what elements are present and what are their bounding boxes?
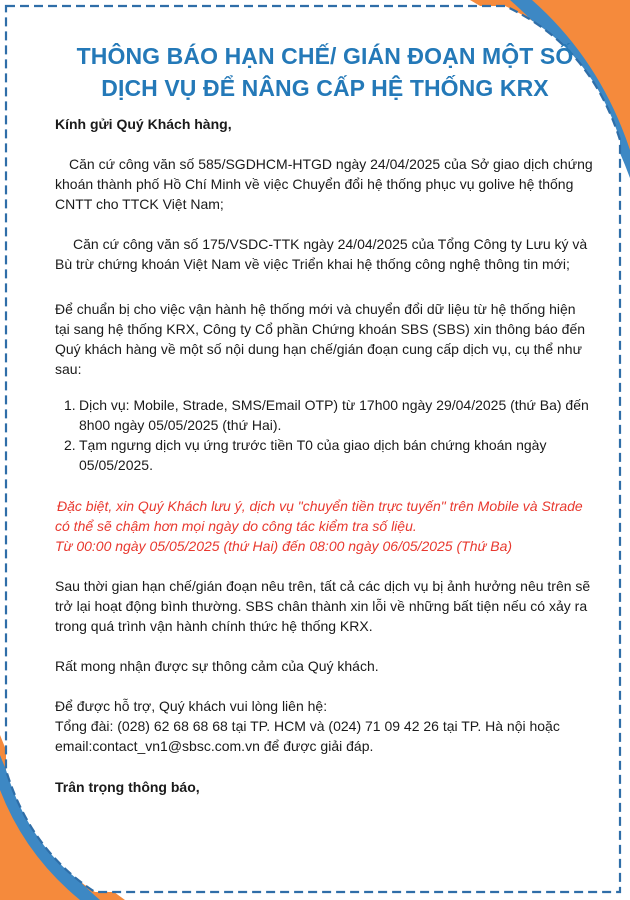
list-item-number: 2. — [64, 437, 76, 453]
highlight-note — [55, 496, 593, 556]
support-contact: Tổng đài: (028) 62 68 68 68 tại TP. HCM và (024) 71 09 42 26 tại TP. Hà nội hoặc email:contact_vn1@sbsc.com.vn để được giải đáp. — [55, 718, 560, 754]
paragraph-resume: Sau thời gian hạn chế/gián đoạn nêu trên, tất cả các dịch vụ bị ảnh hưởng nêu trên sẽ trở lại hoạt động bình thường. SBS chân thành xin lỗi về những bất tiện nếu có xảy ra trong quá trình vận hành chính thức hệ thống KRX. — [55, 578, 591, 634]
notice-title — [55, 40, 595, 104]
greeting: Kính gửi Quý Khách hàng, — [55, 116, 232, 132]
paragraph-thanks: Rất mong nhận được sự thông cảm của Quý khách. — [55, 658, 379, 674]
notice-body — [55, 40, 593, 811]
support-label: Để được hỗ trợ, Quý khách vui lòng liên hệ: — [55, 698, 328, 714]
list-item — [55, 395, 593, 435]
highlight-note-line-1: Đặc biệt, xin Quý Khách lưu ý, dịch vụ "chuyển tiền trực tuyến" trên Mobile và Strade có thể sẽ chậm hơn mọi ngày do công tác kiểm tra số liệu. — [55, 498, 583, 534]
paragraph-legal-basis-2: Căn cứ công văn số 175/VSDC-TTK ngày 24/04/2025 của Tổng Công ty Lưu ký và Bù trừ chứng khoán Việt Nam về việc Triển khai hệ thống công nghệ thông tin mới; — [55, 236, 588, 272]
list-item-text: Tạm ngưng dịch vụ ứng trước tiền T0 của giao dịch bán chứng khoán ngày 05/05/2025. — [79, 437, 547, 473]
highlight-note-line-2: Từ 00:00 ngày 05/05/2025 (thứ Hai) đến 08:00 ngày 06/05/2025 (Thứ Ba) — [55, 538, 513, 554]
closing-signoff: Trân trọng thông báo, — [55, 779, 200, 795]
paragraph-legal-basis-1: Căn cứ công văn số 585/SGDHCM-HTGD ngày 24/04/2025 của Sở giao dịch chứng khoán thành phố Hồ Chí Minh về việc Chuyển đổi hệ thống phục vụ golive hệ thống CNTT cho TTCK Việt Nam; — [55, 156, 593, 212]
list-item-number: 1. — [64, 397, 76, 413]
list-item-text: Dịch vụ: Mobile, Strade, SMS/Email OTP) từ 17h00 ngày 29/04/2025 (thứ Ba) đến 8h00 ngày 05/05/2025 (thứ Hai). — [79, 397, 589, 433]
title-line-2: DỊCH VỤ ĐỂ NÂNG CẤP HỆ THỐNG KRX — [101, 75, 549, 101]
list-item — [55, 435, 593, 475]
service-list — [55, 395, 593, 475]
title-line-1: THÔNG BÁO HẠN CHẾ/ GIÁN ĐOẠN MỘT SỐ — [76, 43, 574, 69]
paragraph-preparation: Để chuẩn bị cho việc vận hành hệ thống mới và chuyển đổi dữ liệu từ hệ thống hiện tại sang hệ thống KRX, Công ty Cổ phần Chứng khoán SBS (SBS) xin thông báo đến Quý khách hàng về một số nội dung hạn chế/gián đoạn cung cấp dịch vụ, cụ thể như sau: — [55, 301, 586, 377]
